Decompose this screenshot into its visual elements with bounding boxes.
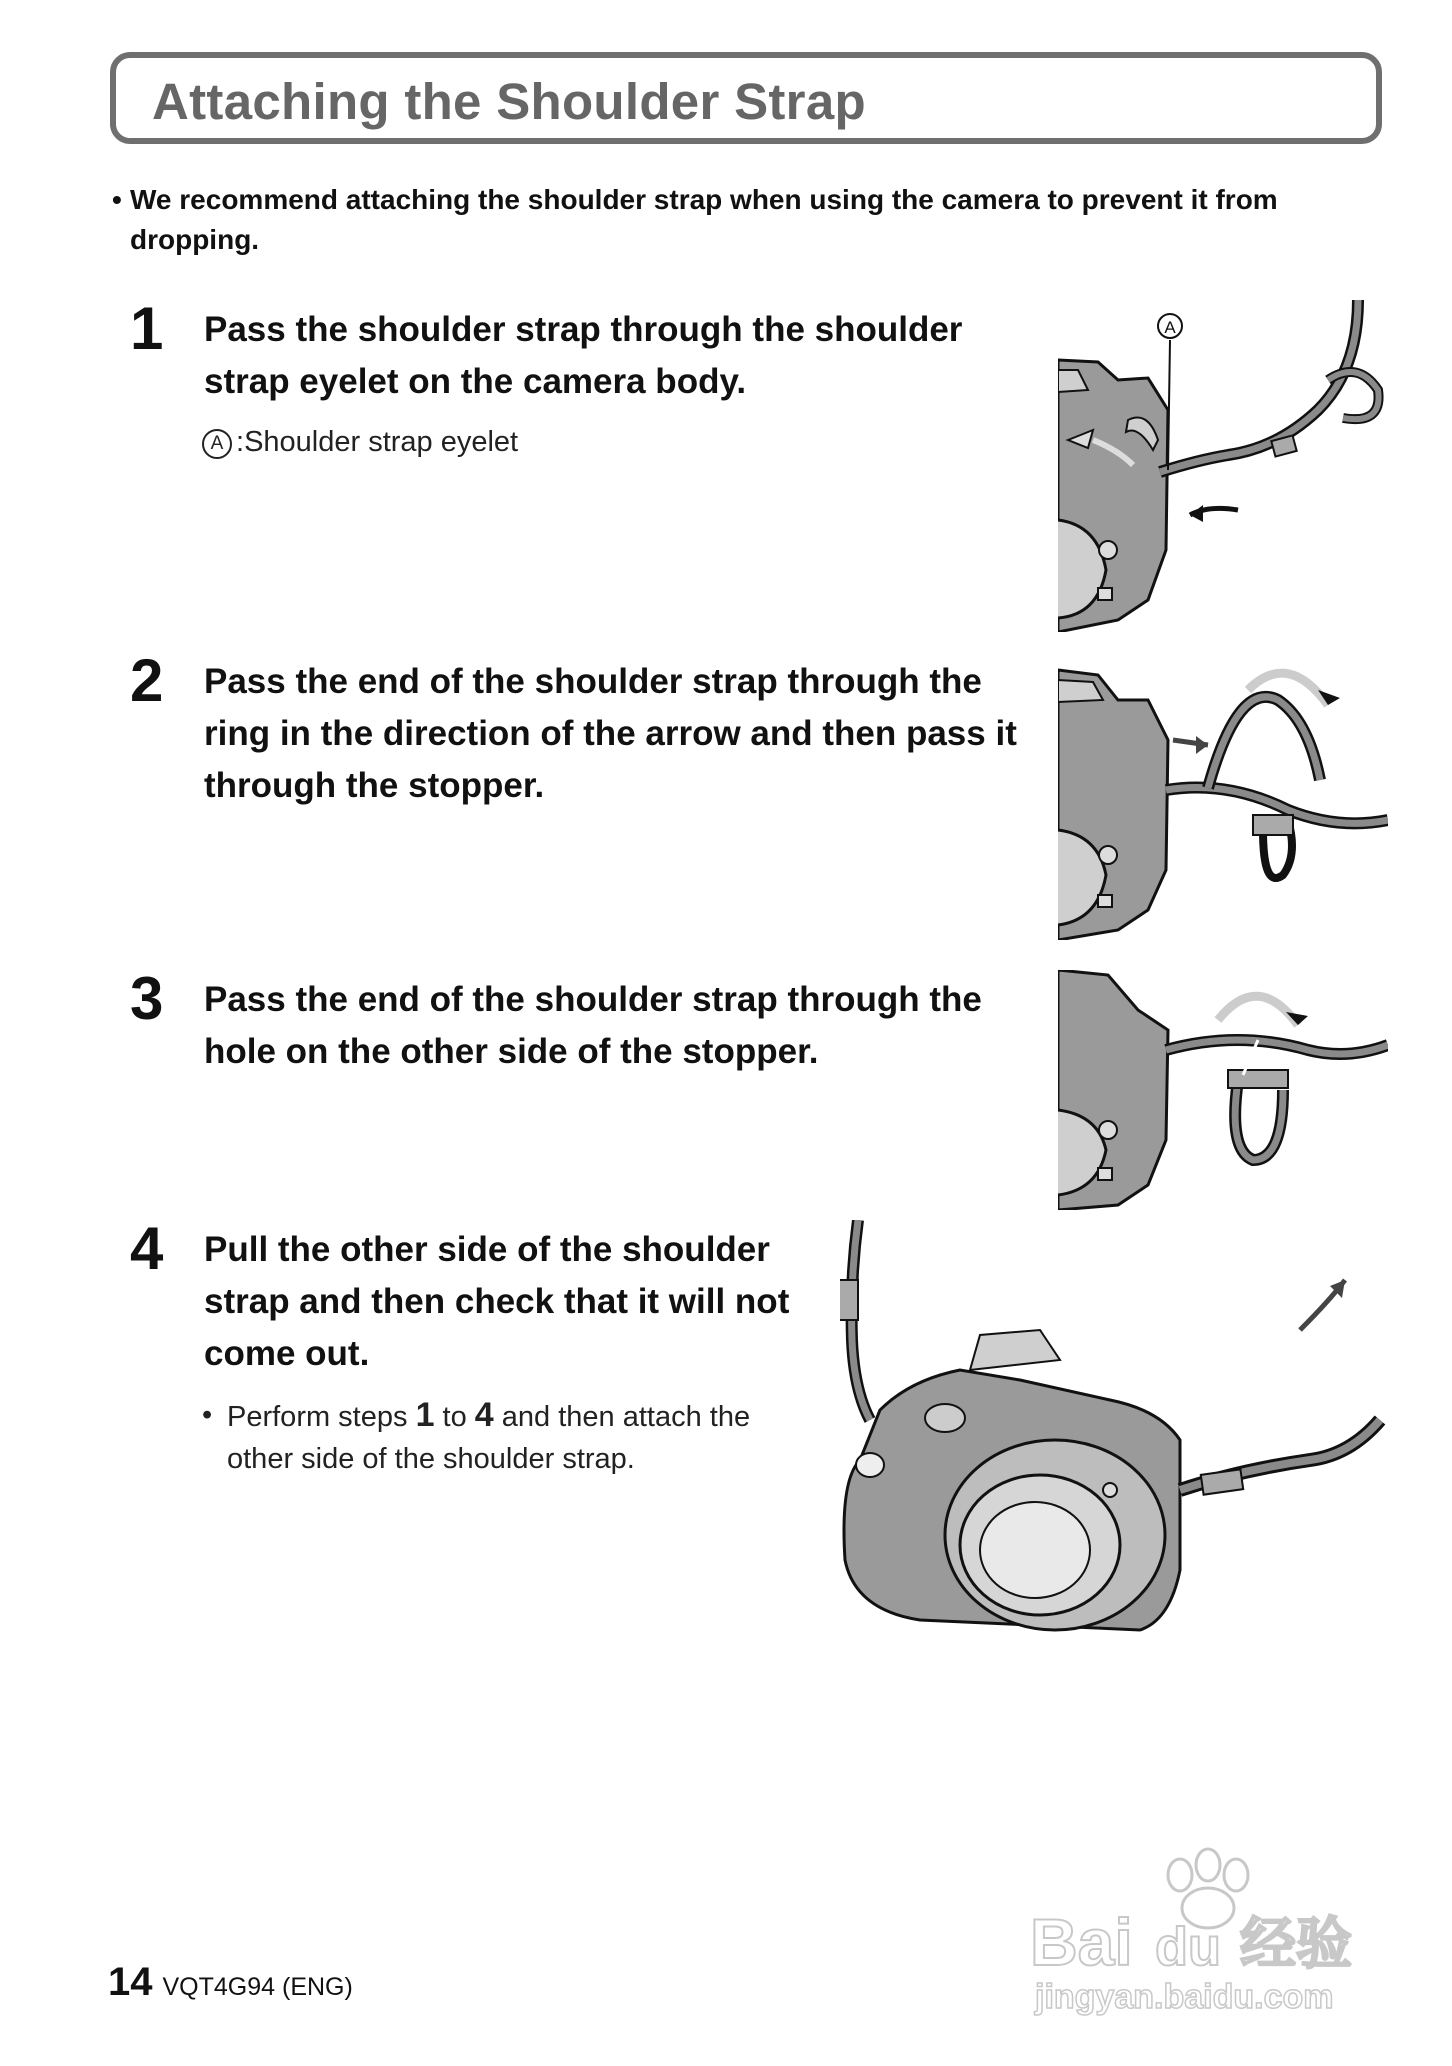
note-part3: and then attach the other side of the shoulder strap. (227, 1401, 751, 1475)
step-text-1: Pass the shoulder strap through the shoulder strap eyelet on the camera body. (204, 310, 963, 401)
note-step-a: 1 (415, 1396, 435, 1434)
step-number-2: 2 (130, 647, 164, 714)
step-text-3: Pass the end of the shoulder strap through the hole on the other side of the stopper. (204, 980, 982, 1071)
watermark-url: jingyan.baidu.com (1035, 1978, 1334, 2016)
step-number-3: 3 (130, 965, 164, 1032)
note-step-b: 4 (474, 1396, 494, 1434)
callout-text: Shoulder strap eyelet (244, 426, 519, 458)
step-text-4: Pull the other side of the shoulder strap and then check that it will not come out. (204, 1230, 790, 1373)
baidu-watermark (1030, 1840, 1370, 2020)
section-title-box (110, 52, 1382, 144)
intro-text: We recommend attaching the shoulder strap when using the camera to prevent it from dropping. (130, 184, 1278, 255)
step-4-note (202, 1394, 802, 1480)
figure-label-a: A (1164, 318, 1176, 337)
figure-step-3-stopper (1058, 970, 1388, 1210)
note-bullet: • (202, 1399, 213, 1431)
note-part2: to (434, 1401, 475, 1433)
page-footer (108, 1960, 353, 2005)
watermark-brand-2: du (1155, 1917, 1221, 1977)
intro-note (112, 180, 1382, 260)
callout-letter: A (202, 429, 232, 459)
document-code: VQT4G94 (ENG) (162, 1973, 353, 2001)
callout-eyelet (202, 426, 518, 459)
note-part1: Perform steps (227, 1401, 416, 1433)
page-number: 14 (108, 1960, 153, 2004)
page-title: Attaching the Shoulder Strap (152, 73, 866, 130)
figure-step-1-eyelet (1058, 300, 1388, 632)
step-number-4: 4 (130, 1215, 164, 1282)
figure-step-4-full-camera (840, 1220, 1388, 1660)
watermark-cn: 经验 (1240, 1912, 1352, 1977)
watermark-brand: Bai (1030, 1905, 1133, 1979)
step-number-1: 1 (130, 295, 164, 362)
step-text-2: Pass the end of the shoulder strap through the ring in the direction of the arrow and then pass it through the stopper. (204, 662, 1017, 805)
callout-separator: : (236, 426, 245, 458)
figure-step-2-ring (1058, 660, 1388, 940)
intro-bullet: • (112, 184, 122, 215)
